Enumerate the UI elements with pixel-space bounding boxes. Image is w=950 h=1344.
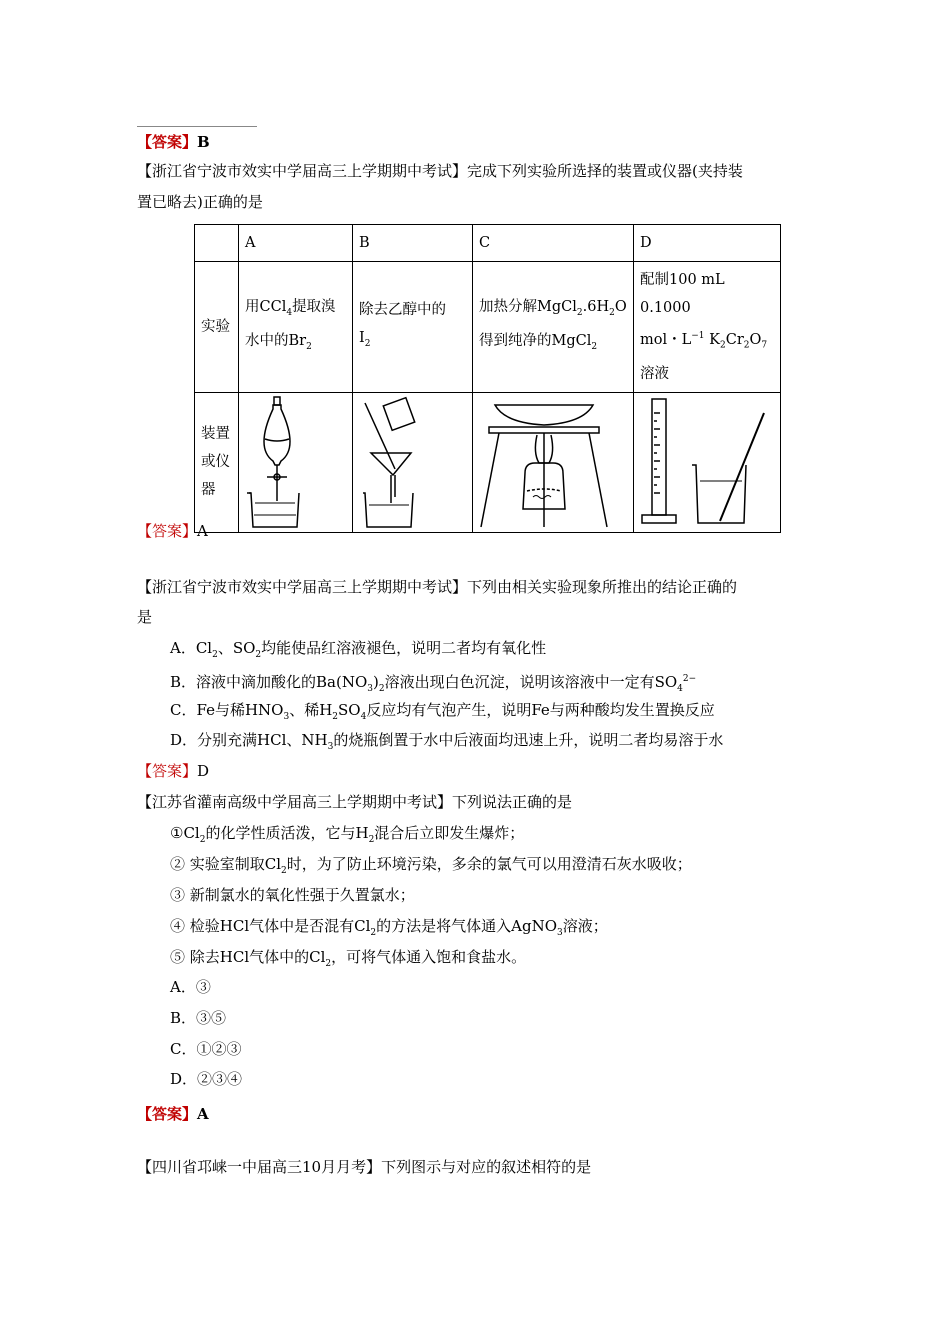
answer-value: D bbox=[197, 762, 210, 780]
option-d: D．分别充满HCl、$NH_3$的烧瓶倒置于水中后液面均迅速上升，说明二者均易溶于水 bbox=[170, 731, 724, 752]
cell-b-text: 除去乙醇中的 $I_2$ bbox=[353, 262, 473, 393]
question-4-stem: 【四川省邛崃一中届高三10月月考】下列图示与对应的叙述相符的是 bbox=[137, 1158, 592, 1176]
header-a: A bbox=[239, 225, 353, 262]
statement-4: ④ 检验HCl气体中是否混有$Cl_2$的方法是将气体通入AgNO$_3$溶液； bbox=[170, 917, 608, 938]
graduated-cylinder-icon bbox=[634, 393, 780, 531]
table-corner bbox=[195, 225, 239, 262]
separatory-funnel-icon bbox=[239, 393, 352, 531]
question-1-stem-cont: 置已略去)正确的是 bbox=[137, 193, 263, 211]
question-3-stem: 【江苏省灌南高级中学届高三上学期期中考试】下列说法正确的是 bbox=[137, 793, 573, 811]
apparatus-a bbox=[239, 392, 353, 532]
row-label-apparatus: 装置 或仪 器 bbox=[195, 392, 239, 532]
answer-line-q2 bbox=[137, 756, 209, 786]
question-source: 【江苏省灌南高级中学届高三上学期期中考试】 bbox=[137, 793, 453, 811]
apparatus-table bbox=[194, 224, 781, 533]
answer-line-q3 bbox=[137, 1099, 209, 1129]
answer-tag: 【答案】 bbox=[137, 1105, 198, 1123]
answer-line-q1 bbox=[137, 516, 208, 546]
option-a: A．$Cl_2$、$SO_2$均能使品红溶液褪色，说明二者均有氧化性 bbox=[170, 639, 547, 660]
header-d: D bbox=[634, 225, 781, 262]
statement-1: $①Cl_2$的化学性质活泼，它与$H_2$混合后立即发生爆炸； bbox=[170, 824, 525, 845]
option-b: B．③⑤ bbox=[170, 1009, 227, 1027]
option-c: C．Fe与稀$HNO_3$、稀$H_2SO_4$反应均有气泡产生，说明Fe与两种酸均发生置换反应 bbox=[170, 701, 715, 722]
statement-5: ⑤ 除去HCl气体中的$Cl_2$，可将气体通入饱和食盐水。 bbox=[170, 948, 527, 969]
option-c: C．①②③ bbox=[170, 1040, 242, 1058]
answer-value: A bbox=[197, 522, 208, 540]
option-a: A．③ bbox=[170, 978, 211, 996]
row-label-experiment: 实验 bbox=[195, 262, 239, 393]
filter-funnel-icon bbox=[353, 393, 472, 531]
header-b: B bbox=[353, 225, 473, 262]
answer-value: A bbox=[197, 1105, 209, 1123]
question-source: 【浙江省宁波市效实中学届高三上学期期中考试】 bbox=[137, 162, 468, 180]
answer-tag: 【答案】 bbox=[137, 762, 198, 780]
question-source: 【四川省邛崃一中届高三10月月考】 bbox=[137, 1158, 382, 1176]
cell-d-text: 配制100 mL 0.1000 mol・$L^{-1}$ $K_2Cr_2O_7$ 溶液 bbox=[634, 262, 781, 393]
answer-tag: 【答案】 bbox=[137, 133, 198, 151]
option-d: D．②③④ bbox=[170, 1070, 243, 1088]
apparatus-d bbox=[634, 392, 781, 532]
option-b: B．溶液中滴加酸化的$Ba(NO_3)_2$溶液出现白色沉淀，说明该溶液中一定有$SO_4^{2-}$ bbox=[170, 673, 697, 694]
evaporating-dish-burner-icon bbox=[473, 393, 633, 531]
question-1-stem: 【浙江省宁波市效实中学届高三上学期期中考试】完成下列实验所选择的装置或仪器(夹持装 bbox=[137, 162, 743, 180]
answer-value: B bbox=[197, 133, 210, 151]
apparatus-b bbox=[353, 392, 473, 532]
statement-3: ③ 新制氯水的氧化性强于久置氯水； bbox=[170, 886, 415, 904]
cell-c-text: 加热分解$MgCl_2.6H_2O$ 得到纯净的MgCl$_2$ bbox=[473, 262, 634, 393]
question-2-stem-cont: 是 bbox=[137, 608, 153, 626]
cell-a-text: 用CCl$_4$提取溴 水中的$Br_2$ bbox=[239, 262, 353, 393]
header-c: C bbox=[473, 225, 634, 262]
answer-line-q0 bbox=[137, 127, 210, 157]
statement-2: ② 实验室制取$Cl_2$时，为了防止环境污染，多余的氯气可以用澄清石灰水吸收； bbox=[170, 855, 692, 876]
apparatus-c bbox=[473, 392, 634, 532]
answer-tag: 【答案】 bbox=[137, 522, 198, 540]
question-2-stem: 【浙江省宁波市效实中学届高三上学期期中考试】下列由相关实验现象所推出的结论正确的 bbox=[137, 578, 738, 596]
question-source: 【浙江省宁波市效实中学届高三上学期期中考试】 bbox=[137, 578, 468, 596]
